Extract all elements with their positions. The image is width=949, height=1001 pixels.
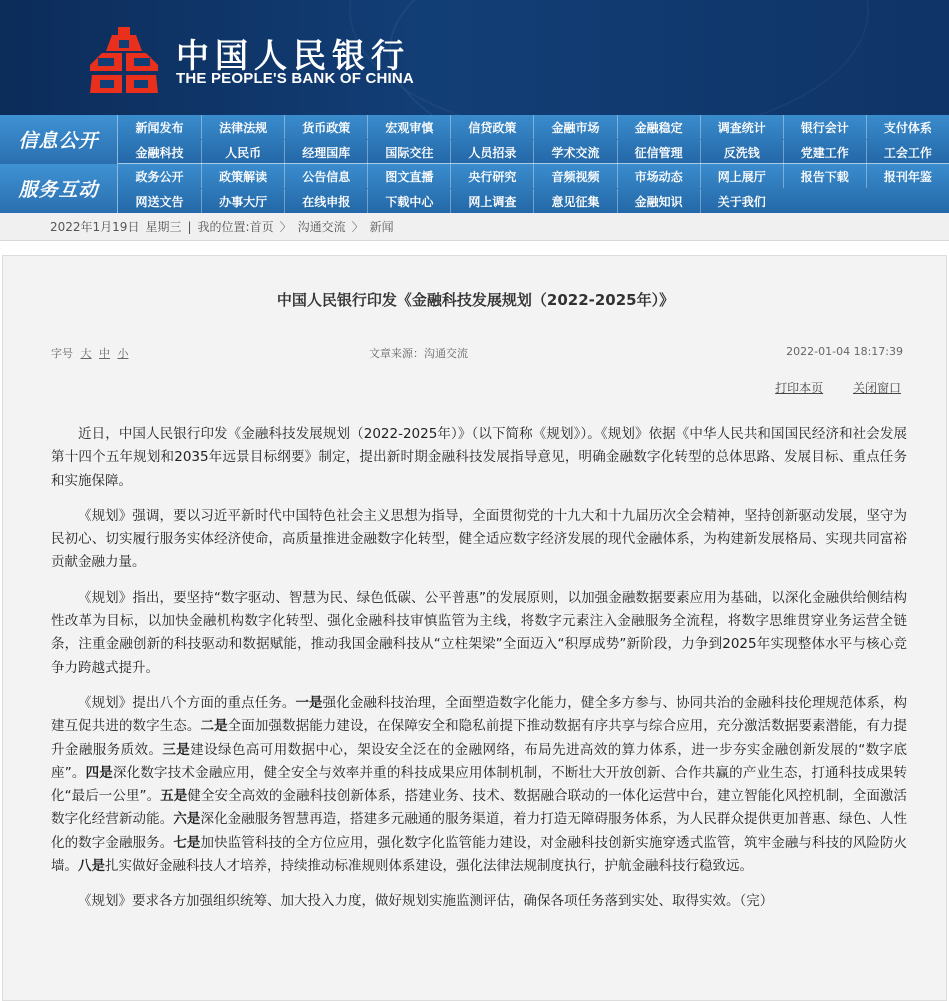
nav-item[interactable]: 工会工作 [866, 140, 949, 164]
article-body [51, 423, 907, 926]
nav-service-row-2 [118, 189, 949, 213]
nav-service-row-1 [118, 164, 949, 188]
breadcrumb-level1-link[interactable]: 沟通交流 [297, 220, 346, 234]
nav-item[interactable]: 图文直播 [367, 164, 450, 188]
article-container [2, 255, 947, 1001]
task-lead: 六是 [173, 811, 201, 828]
nav-item[interactable]: 金融稳定 [617, 115, 700, 139]
nav-info-label: 信息公开 [0, 115, 118, 164]
font-medium-link[interactable]: 中 [99, 347, 110, 360]
font-size-control [51, 345, 129, 361]
breadcrumb-home-link[interactable]: 首页 [249, 220, 274, 234]
nav-item[interactable]: 网上调查 [450, 189, 533, 213]
task-lead: 三是 [162, 741, 191, 758]
article-meta [51, 345, 903, 363]
paragraph: 《规划》强调，要以习近平新时代中国特色社会主义思想为指导，全面贯彻党的十九大和十九届历次全会精神，坚持创新驱动发展，坚守为民初心、切实履行服务实体经济使命，高质量推进金融数字化转型，健全适应数字经济发展的现代金融体系，为构建新发展格局、实现共同富裕贡献金融力量。 [51, 507, 907, 571]
task-lead: 四是 [85, 764, 113, 781]
nav-item[interactable]: 法律法规 [201, 115, 284, 139]
nav-item[interactable]: 市场动态 [617, 164, 700, 188]
task-lead: 一是 [295, 694, 323, 711]
nav-item[interactable]: 下载中心 [367, 189, 450, 213]
nav-item[interactable]: 经理国库 [284, 140, 367, 164]
site-header [0, 0, 949, 115]
nav-item[interactable]: 党建工作 [783, 140, 866, 164]
nav-item[interactable]: 报刊年鉴 [866, 164, 949, 188]
task-lead: 二是 [200, 718, 228, 735]
nav-item[interactable]: 网上展厅 [700, 164, 783, 188]
nav-item[interactable]: 新闻发布 [135, 120, 184, 135]
article-actions [749, 379, 901, 396]
paragraph: 《规划》指出，要坚持“数字驱动、智慧为民、绿色低碳、公平普惠”的发展原则，以加强金融数据要素应用为基础，以深化金融供给侧结构性改革为目标，以加快金融机构数字化转型、强化金融科技审慎监管为主线，将数字元素注入金融服务全流程，将数字思维贯穿业务运营全链条，注重金融创新的科技驱动和数据赋能，推动我国金融科技从“立柱架梁”全面迈入“积厚成势”新阶段，力争到2025年实现整体水平与核心竞争力跨越式提升。 [51, 589, 907, 676]
nav-item[interactable]: 政务公开 [135, 169, 184, 184]
nav-item[interactable]: 人员招录 [450, 140, 533, 164]
task-text: 扎实做好金融科技人才培养，持续推动标准规则体系建设，强化法律法规制度执行，护航金融科技行稳致远。 [105, 858, 753, 875]
font-large-link[interactable]: 大 [80, 347, 92, 360]
nav-item[interactable]: 支付体系 [866, 115, 949, 139]
article-title: 中国人民银行印发《金融科技发展规划（2022-2025年）》 [276, 291, 675, 309]
nav-item[interactable]: 报告下载 [783, 164, 866, 188]
breadcrumb-level2-link[interactable]: 新闻 [369, 220, 394, 234]
nav-info-row-2 [118, 140, 949, 164]
nav-item[interactable]: 意见征集 [533, 189, 616, 213]
nav-item[interactable]: 央行研究 [450, 164, 533, 188]
font-small-link[interactable]: 小 [117, 347, 129, 360]
nav-item[interactable]: 反洗钱 [700, 140, 783, 164]
print-page-link[interactable]: 打印本页 [775, 381, 824, 395]
task-text: 健全安全高效的金融科技创新体系，搭建业务、技术、数据融合联动的一体化运营中台，建立智能化风控机制，全面激活数字化经营新动能。 [51, 788, 908, 828]
nav-item[interactable]: 银行会计 [783, 115, 866, 139]
nav-item[interactable]: 金融知识 [617, 189, 700, 213]
nav-item[interactable]: 人民币 [201, 140, 284, 164]
task-text: 强化金融科技治理，全面塑造数字化能力，健全多方参与、协同共治的金融科技伦理规范体系，构建互促共进的数字生态。 [51, 694, 908, 735]
nav-info-row-1 [118, 115, 949, 139]
nav-item[interactable]: 宏观审慎 [367, 115, 450, 139]
nav-item[interactable]: 公告信息 [284, 164, 367, 188]
task-text: 全面加强数据能力建设，在保障安全和隐私前提下推动数据有序共享与综合应用，充分激活数据要素潜能，有力提升金融服务质效。 [51, 718, 908, 758]
nav-item[interactable]: 国际交往 [367, 140, 450, 164]
nav-item[interactable]: 信贷政策 [450, 115, 533, 139]
paragraph: 近日，中国人民银行印发《金融科技发展规划（2022-2025年）》（以下简称《规划》）。《规划》依据《中华人民共和国国民经济和社会发展第十四个五年规划和2035年远景目标纲要》制定，提出新时期金融科技发展指导意见，明确金融数字化转型的总体思路、发展目标、重点任务和实施保障。 [51, 426, 907, 489]
article-datetime: 2022-01-04 18:17:39 [786, 345, 903, 358]
font-size-label: 字号 [51, 347, 73, 360]
task-lead: 七是 [173, 834, 201, 851]
nav-item[interactable]: 网送文告 [135, 194, 184, 209]
nav-item[interactable]: 音频视频 [533, 164, 616, 188]
pboc-logo-icon[interactable] [90, 27, 158, 93]
nav-item[interactable]: 政策解读 [201, 164, 284, 188]
nav-service-block [0, 164, 949, 213]
nav-info-block [0, 115, 949, 164]
nav-item[interactable]: 学术交流 [533, 140, 616, 164]
task-text: 深化数字技术金融应用，健全安全与效率并重的科技成果应用体制机制，不断壮大开放创新、合作共赢的产业生态，打通科技成果转化“最后一公里”。 [51, 764, 907, 805]
task-text: 深化金融服务智慧再造，搭建多元融通的服务渠道，着力打造无障碍服务体系，为人民群众提供更加普惠、绿色、人性化的数字金融服务。 [51, 811, 908, 851]
nav-item[interactable]: 金融市场 [533, 115, 616, 139]
task-lead: 八是 [78, 858, 105, 875]
task-text: 加快监管科技的全方位应用，强化数字化监管能力建设，对金融科技创新实施穿透式监管，筑牢金融与科技的风险防火墙。 [51, 834, 908, 875]
nav-item[interactable]: 货币政策 [284, 115, 367, 139]
breadcrumb [0, 213, 949, 241]
task-lead: 五是 [160, 788, 188, 805]
tasks-intro: 《规划》提出八个方面的重点任务。 [78, 694, 296, 711]
bank-name-en: THE PEOPLE'S BANK OF CHINA [176, 70, 414, 87]
main-navigation [0, 115, 949, 213]
paragraph-tasks [51, 692, 907, 878]
nav-item[interactable]: 关于我们 [700, 189, 783, 213]
header-decoration [349, 0, 869, 115]
nav-service-label: 服务互动 [0, 164, 118, 213]
current-date: 2022年1月19日 [50, 220, 140, 234]
nav-item[interactable]: 办事大厅 [201, 189, 284, 213]
bank-name-cn: 中国人民银行 [176, 36, 410, 75]
paragraph: 《规划》要求各方加强组织统筹、加大投入力度，做好规划实施监测评估，确保各项任务落到实处、取得实效。（完） [78, 893, 774, 910]
nav-item[interactable]: 征信管理 [617, 140, 700, 164]
breadcrumb-separator: | [187, 219, 192, 234]
current-weekday: 星期三 [145, 220, 182, 234]
nav-item[interactable]: 调查统计 [700, 115, 783, 139]
breadcrumb-arrow: 〉 [279, 220, 292, 234]
nav-item[interactable]: 在线申报 [284, 189, 367, 213]
breadcrumb-arrow: 〉 [351, 220, 364, 234]
breadcrumb-position-label: 我的位置: [197, 220, 250, 234]
task-text: 建设绿色高可用数据中心，架设安全泛在的金融网络，布局先进高效的算力体系，进一步夯实金融创新发展的“数字底座”。 [51, 741, 908, 781]
close-window-link[interactable]: 关闭窗口 [852, 381, 901, 395]
article-source: 文章来源：沟通交流 [369, 347, 468, 360]
nav-item[interactable]: 金融科技 [135, 145, 184, 160]
